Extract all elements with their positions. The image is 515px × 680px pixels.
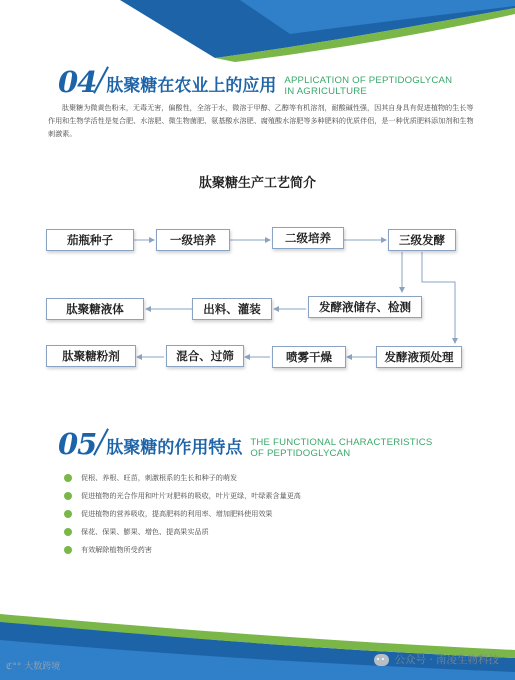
flow-step-spray-drying: 喷雾干燥 bbox=[272, 346, 346, 368]
feature-item bbox=[64, 473, 237, 483]
watermark-right-text: 公众号 · 南凌生物科技 bbox=[394, 654, 499, 666]
watermark-left: ℭ°° 大数跨境 bbox=[6, 662, 61, 672]
flow-step-eggplant-bottle-seed: 茄瓶种子 bbox=[46, 229, 134, 251]
bullet-dot-icon bbox=[64, 546, 72, 554]
bottom-wave-decoration bbox=[0, 610, 515, 680]
watermark-right bbox=[374, 652, 499, 667]
flow-step-primary-culture: 一级培养 bbox=[156, 229, 230, 251]
feature-item bbox=[64, 509, 273, 519]
section-05-header bbox=[58, 427, 440, 461]
flow-title: 肽聚糖生产工艺简介 bbox=[198, 176, 316, 191]
section-05-en-line2: OF PEPTIDOGLYCAN bbox=[250, 448, 351, 459]
flow-step-peptidoglycan-liquid: 肽聚糖液体 bbox=[46, 298, 144, 320]
section-05-en-line1: THE FUNCTIONAL CHARACTERISTICS bbox=[250, 437, 433, 448]
flow-step-mixing-sieving: 混合、过筛 bbox=[166, 345, 244, 367]
wechat-icon bbox=[374, 654, 389, 666]
section-04-en-line1: APPLICATION OF PEPTIDOGLYCAN bbox=[284, 75, 453, 86]
bullet-dot-icon bbox=[64, 492, 72, 500]
flow-step-secondary-culture: 二级培养 bbox=[272, 227, 344, 249]
section-04-title: 肽聚糖在农业上的应用 bbox=[106, 76, 277, 96]
bullet-dot-icon bbox=[64, 528, 72, 536]
flow-step-storage-testing: 发酵液储存、检测 bbox=[308, 296, 422, 318]
feature-item bbox=[64, 491, 301, 501]
feature-text: 有效解除植物所受药害 bbox=[81, 545, 152, 554]
section-05-number: 05 bbox=[58, 427, 97, 461]
feature-text: 促根、养根、旺苗，刺激根系的生长和种子的萌发 bbox=[81, 473, 238, 482]
section-04-intro: 肽聚糖为微黄色粉末，无毒无害，偏酸性，全溶于水，微溶于甲醇、乙醇等有机溶剂，耐酸碱性强，因其自身具有促进植物的生长等作用和生物学活性是复合肥、水溶肥、微生物菌肥、氨基酸水溶肥、腐殖酸水溶肥等多种肥料的优质伴侣，是一种优质肥料添加剂和生物刺激素。 bbox=[48, 103, 474, 138]
flow-step-peptidoglycan-powder: 肽聚糖粉剂 bbox=[46, 345, 136, 367]
flow-step-pretreatment: 发酵液预处理 bbox=[376, 346, 462, 368]
section-05-english-title bbox=[250, 437, 440, 459]
flow-step-discharge-filling: 出料、灌装 bbox=[192, 298, 272, 320]
section-04-en-line2: IN AGRICULTURE bbox=[284, 86, 367, 97]
section-04-number: 04 bbox=[58, 65, 97, 99]
feature-text: 保花、保果、膨果、增色、提高果实品质 bbox=[81, 527, 209, 536]
flow-step-tertiary-fermentation: 三级发酵 bbox=[388, 229, 456, 251]
bullet-dot-icon bbox=[64, 474, 72, 482]
feature-item bbox=[64, 527, 209, 537]
section-05-title: 肽聚糖的作用特点 bbox=[106, 438, 243, 458]
feature-text: 促进植物的营养吸收，提高肥料的利用率、增加肥料使用效果 bbox=[81, 509, 273, 518]
feature-text: 促进植物的光合作用和叶片对肥料的吸收，叶片更绿，叶绿素含量更高 bbox=[81, 491, 301, 500]
bullet-dot-icon bbox=[64, 510, 72, 518]
feature-item bbox=[64, 545, 152, 555]
